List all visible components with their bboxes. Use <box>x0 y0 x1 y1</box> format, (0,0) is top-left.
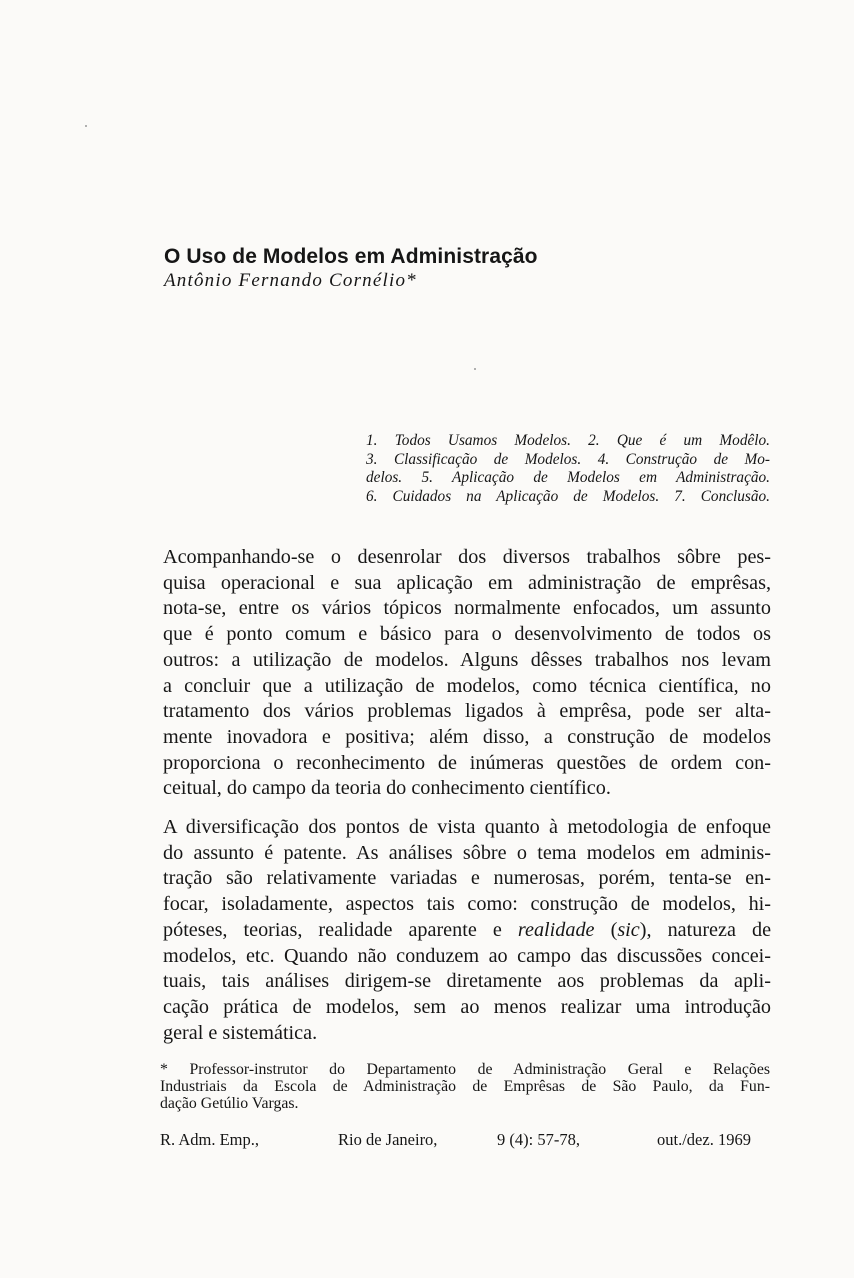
paragraph-line: mente inovadora e positiva; além disso, a construção de modelos <box>163 725 771 748</box>
paragraph-line: outros: a utilização de modelos. Alguns dêsses trabalhos nos levam <box>163 648 771 671</box>
contents-line: 1. Todos Usamos Modelos. 2. Que é um Modêlo. <box>366 432 770 449</box>
citation-date: out./dez. 1969 <box>657 1130 751 1149</box>
contents-line: delos. 5. Aplicação de Modelos em Administração. <box>366 469 770 486</box>
scan-speck <box>85 125 87 127</box>
contents-line: 6. Cuidados na Aplicação de Modelos. 7. Conclusão. <box>366 487 770 505</box>
paragraph-line: geral e sistemática. <box>163 1021 318 1044</box>
paragraph-line: tração são relativamente variadas e numerosas, porém, tenta-se en- <box>163 867 771 890</box>
contents-line: 3. Classificação de Modelos. 4. Construção de Mo- <box>366 450 770 468</box>
footnote-line: * Professor-instrutor do Departamento de Administração Geral e Relações <box>160 1061 770 1078</box>
paragraph-line: cação prática de modelos, sem ao menos realizar uma introdução <box>163 995 771 1018</box>
citation-journal: R. Adm. Emp., <box>160 1130 260 1149</box>
paragraph-line: modelos, etc. Quando não conduzem ao campo das discussões concei- <box>163 944 771 967</box>
citation-place: Rio de Janeiro, <box>338 1130 438 1149</box>
paren-open: ( <box>610 918 618 941</box>
paragraph-line: A diversificação dos pontos de vista quanto à metodologia de enfoque <box>163 816 771 838</box>
footnote <box>160 1061 770 1112</box>
emphasis-sic: sic <box>617 918 640 941</box>
paragraph-line: proporciona o reconhecimento de inúmeras questões de ordem con- <box>163 751 771 774</box>
paragraph-line <box>163 918 771 944</box>
footnote-line: dação Getúlio Vargas. <box>160 1095 299 1112</box>
paragraph-line: que é ponto comum e básico para o desenvolvimento de todos os <box>163 623 771 646</box>
emphasis-realidade: realidade <box>517 918 595 941</box>
paragraph-line: focar, isoladamente, aspectos tais como: construção de modelos, hi- <box>163 893 771 916</box>
table-of-contents <box>366 432 770 506</box>
footnote-line: Industriais da Escola de Administração de Emprêsas de São Paulo, da Fun- <box>160 1078 770 1095</box>
paragraph-line: tuais, tais análises dirigem-se diretamente aos problemas da apli- <box>163 970 771 993</box>
paragraph-line: nota-se, entre os vários tópicos normalmente enfocados, um assunto <box>163 597 771 620</box>
paragraph-text: ), natureza de <box>639 918 772 941</box>
paragraph-line: do assunto é patente. As análises sôbre o tema modelos em adminis- <box>163 841 771 864</box>
paragraph-line: tratamento dos vários problemas ligados à emprêsa, pode ser alta- <box>163 700 771 723</box>
article-author: Antônio Fernando Cornélio* <box>164 270 417 291</box>
paragraph-line: ceitual, do campo da teoria do conhecimento científico. <box>163 777 611 800</box>
scan-speck <box>474 368 476 370</box>
paragraph-line: quisa operacional e sua aplicação em administração de emprêsas, <box>163 571 771 594</box>
paragraph-2 <box>163 815 771 1046</box>
article-title: O Uso de Modelos em Administração <box>164 245 538 268</box>
citation-volume: 9 (4): 57-78, <box>497 1130 580 1149</box>
paragraph-line: a concluir que a utilização de modelos, como técnica científica, no <box>163 674 771 697</box>
paragraph-line: Acompanhando-se o desenrolar dos diversos trabalhos sôbre pes- <box>163 546 771 568</box>
paragraph-text: póteses, teorias, realidade aparente e <box>163 918 502 941</box>
paragraph-1 <box>163 545 771 802</box>
